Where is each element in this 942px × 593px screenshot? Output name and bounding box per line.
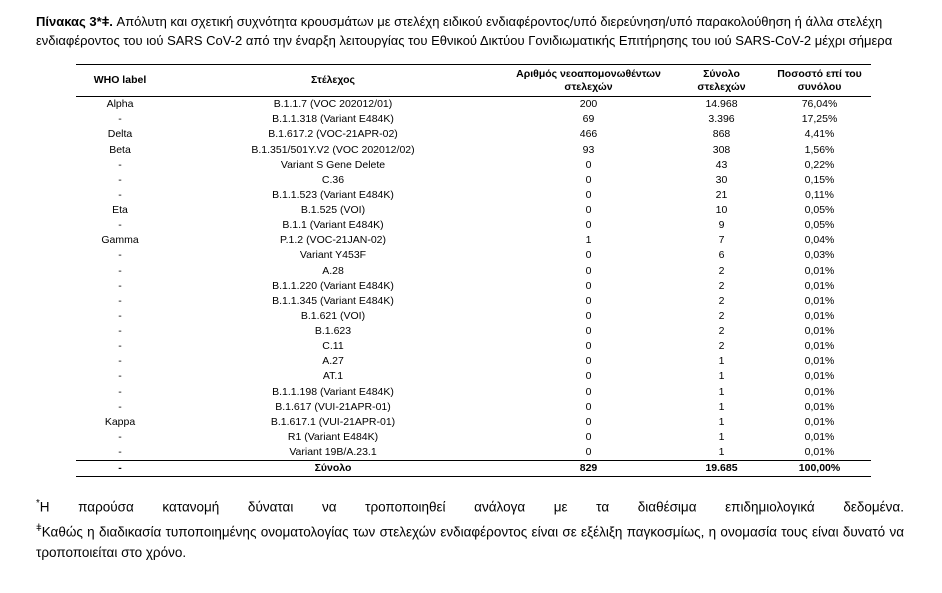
cell-strain: B.1.525 (VOI): [300, 204, 366, 217]
cell-percent: 17,25%: [801, 113, 838, 126]
footnote-2: [36, 518, 904, 564]
table-row: [76, 430, 871, 445]
cell-who: -: [118, 294, 122, 307]
footnotes: [36, 493, 904, 563]
header-percent: Ποσοστό επί του συνόλου: [768, 65, 871, 97]
cell-strain: B.1.623: [314, 325, 352, 338]
cell-new-isolates: 0: [585, 264, 592, 277]
cell-percent: 0,01%: [804, 340, 835, 353]
cell-total: 2: [718, 309, 725, 322]
header-new-isolates: Αριθμός νεοαπομονωθέντων στελεχών: [502, 65, 675, 97]
cell-strain: B.1.1.318 (Variant E484K): [272, 113, 394, 126]
table-row: [76, 127, 871, 142]
cell-new-isolates: 69: [582, 113, 595, 126]
cell-new-isolates: 0: [585, 279, 592, 292]
cell-strain: B.1.1.198 (Variant E484K): [272, 385, 394, 398]
variants-table-header: [76, 65, 871, 97]
cell-strain: R1 (Variant E484K): [287, 430, 379, 443]
cell-percent: 0,11%: [805, 188, 834, 201]
cell-who: -: [118, 309, 122, 322]
cell-percent: 0,01%: [804, 309, 835, 322]
cell-who: -: [118, 158, 122, 171]
cell-who: -: [118, 113, 122, 126]
cell-percent: 0,22%: [804, 158, 835, 171]
cell-new-isolates: 0: [585, 430, 592, 443]
variants-table: [76, 64, 871, 477]
table-row: [76, 400, 871, 415]
cell-who: -: [118, 188, 122, 201]
table-caption-number: Πίνακας 3*ǂ.: [36, 14, 113, 29]
table-row: [76, 233, 871, 248]
cell-who: -: [76, 461, 164, 477]
cell-percent: 4,41%: [804, 128, 835, 141]
cell-new-isolates: 1: [585, 234, 592, 247]
cell-percent: 0,01%: [804, 264, 835, 277]
cell-percent: 0,01%: [804, 355, 835, 368]
cell-who: -: [118, 340, 122, 353]
cell-strain: B.1.1 (Variant E484K): [282, 219, 384, 232]
cell-new-isolates: 0: [585, 188, 592, 201]
cell-new-isolates: 829: [502, 461, 675, 477]
table-row: [76, 158, 871, 173]
cell-new-isolates: 93: [582, 143, 595, 156]
cell-strain: B.1.617.1 (VUI-21APR-01): [270, 415, 396, 428]
cell-new-isolates: 0: [585, 219, 592, 232]
cell-total: 21: [715, 188, 728, 201]
cell-total: 1: [718, 385, 725, 398]
cell-who: Alpha: [106, 98, 134, 111]
table-row: [76, 354, 871, 369]
cell-total: 14.968: [705, 98, 738, 111]
table-body: [76, 97, 871, 477]
cell-new-isolates: 466: [579, 128, 598, 141]
cell-percent: 0,01%: [804, 385, 835, 398]
cell-strain: Variant S Gene Delete: [280, 158, 386, 171]
cell-strain: B.1.617.2 (VOC-21APR-02): [268, 128, 398, 141]
cell-new-isolates: 0: [585, 446, 592, 459]
cell-total: 2: [718, 340, 725, 353]
cell-percent: 0,01%: [804, 370, 835, 383]
header-strain: Στέλεχος: [164, 65, 502, 97]
footnote-2-text: Καθώς η διαδικασία τυποποιημένης ονοματολογίας των στελεχών ενδιαφέροντος είναι σε εξέλιξη παγκοσμίως, η ονομασία τους είναι δυνατό να τροποποιείται στο χρόνο.: [36, 524, 904, 561]
cell-total: 308: [712, 143, 731, 156]
table-row: [76, 248, 871, 263]
table-row: [76, 415, 871, 430]
cell-total: 2: [718, 279, 725, 292]
table-total-row: [76, 461, 871, 477]
cell-who: -: [118, 173, 122, 186]
cell-percent: 100,00%: [768, 461, 871, 477]
cell-new-isolates: 0: [585, 204, 592, 217]
table-row: [76, 369, 871, 384]
cell-strain: A.28: [322, 264, 344, 277]
cell-percent: 0,01%: [804, 279, 835, 292]
cell-strain: B.1.1.523 (Variant E484K): [272, 188, 394, 201]
cell-total: 1: [718, 370, 725, 383]
table-row: [76, 203, 871, 218]
cell-percent: 0,15%: [804, 173, 835, 186]
cell-new-isolates: 0: [585, 309, 592, 322]
cell-who: Beta: [109, 143, 131, 156]
table-row: [76, 218, 871, 233]
cell-strain: Σύνολο: [164, 461, 502, 477]
cell-strain: C.11: [322, 340, 344, 353]
cell-total: 2: [718, 264, 725, 277]
table-row: [76, 188, 871, 203]
cell-strain: B.1.617 (VUI-21APR-01): [275, 400, 391, 413]
cell-percent: 1,56%: [804, 143, 835, 156]
table-row: [76, 445, 871, 461]
cell-total: 19.685: [675, 461, 768, 477]
cell-who: Eta: [112, 204, 128, 217]
cell-who: Delta: [107, 128, 133, 141]
table-row: [76, 324, 871, 339]
cell-new-isolates: 0: [585, 340, 592, 353]
cell-new-isolates: 0: [585, 294, 592, 307]
table-row: [76, 173, 871, 188]
footnote-2-marker: ǂ: [36, 522, 42, 534]
cell-who: -: [118, 325, 122, 338]
table-row: [76, 339, 871, 354]
cell-new-isolates: 0: [585, 385, 592, 398]
cell-total: 7: [718, 234, 725, 247]
cell-total: 1: [718, 400, 725, 413]
cell-total: 1: [718, 446, 725, 459]
cell-strain: Variant Y453F: [299, 249, 367, 262]
table-header-row: [76, 65, 871, 97]
table-row: [76, 264, 871, 279]
cell-strain: P.1.2 (VOC-21JAN-02): [279, 234, 386, 247]
table-row: [76, 279, 871, 294]
cell-total: 2: [718, 294, 725, 307]
cell-total: 1: [718, 355, 725, 368]
cell-total: 3.396: [708, 113, 735, 126]
cell-total: 868: [712, 128, 731, 141]
table-row: [76, 385, 871, 400]
cell-strain: A.27: [322, 355, 344, 368]
cell-strain: AT.1: [322, 370, 344, 383]
cell-new-isolates: 0: [585, 158, 592, 171]
cell-who: -: [118, 279, 122, 292]
cell-who: -: [118, 385, 122, 398]
cell-percent: 0,01%: [804, 294, 835, 307]
cell-percent: 0,01%: [804, 400, 835, 413]
cell-who: Gamma: [101, 234, 139, 247]
cell-percent: 0,04%: [804, 234, 835, 247]
table-row: [76, 97, 871, 113]
footnote-1-text: Η παρούσα κατανομή δύναται να τροποποιηθεί ανάλογα με τα διαθέσιμα επιδημιολογικά δεδομένα.: [39, 499, 904, 515]
cell-total: 2: [718, 325, 725, 338]
cell-strain: B.1.1.345 (Variant E484K): [272, 294, 394, 307]
cell-percent: 0,01%: [804, 446, 835, 459]
table-row: [76, 294, 871, 309]
cell-percent: 76,04%: [801, 98, 838, 111]
cell-new-isolates: 0: [585, 355, 592, 368]
cell-who: -: [118, 249, 122, 262]
cell-total: 1: [718, 430, 725, 443]
cell-new-isolates: 0: [585, 173, 592, 186]
cell-strain: B.1.1.220 (Variant E484K): [272, 279, 394, 292]
cell-who: -: [118, 370, 122, 383]
table-row: [76, 309, 871, 324]
cell-total: 43: [715, 158, 728, 171]
cell-percent: 0,01%: [804, 430, 835, 443]
cell-percent: 0,05%: [804, 219, 835, 232]
table-caption: [36, 12, 906, 50]
cell-new-isolates: 0: [585, 249, 592, 262]
cell-percent: 0,01%: [804, 415, 835, 428]
table-caption-text: Απόλυτη και σχετική συχνότητα κρουσμάτων με στελέχη ειδικού ενδιαφέροντος/υπό διερεύνηση/υπό παρακολούθηση ή άλλα στελέχη ενδιαφέροντος του ιού SARS CoV-2 από την έναρξη λειτουργίας του Εθνικού Δικτύου Γονιδιωματικής Επιτήρησης του ιού SARS-CoV-2 μέχρι σήμερα: [36, 14, 893, 48]
cell-strain: B.1.621 (VOI): [300, 309, 366, 322]
cell-total: 6: [718, 249, 725, 262]
cell-who: -: [118, 219, 122, 232]
cell-percent: 0,03%: [804, 249, 835, 262]
cell-total: 1: [718, 415, 725, 428]
header-who-label: WHO label: [76, 65, 164, 97]
header-total-strains: Σύνολο στελεχών: [675, 65, 768, 97]
cell-percent: 0,05%: [804, 204, 835, 217]
footnote-1: [36, 493, 904, 518]
cell-strain: B.1.1.7 (VOC 202012/01): [273, 98, 393, 111]
cell-new-isolates: 0: [585, 415, 592, 428]
cell-who: -: [118, 400, 122, 413]
cell-percent: 0,01%: [804, 325, 835, 338]
cell-who: -: [118, 446, 122, 459]
footnote-1-marker: *: [36, 498, 40, 510]
cell-total: 9: [718, 219, 725, 232]
cell-who: Kappa: [104, 415, 136, 428]
table-row: [76, 112, 871, 127]
cell-new-isolates: 0: [585, 370, 592, 383]
cell-strain: B.1.351/501Y.V2 (VOC 202012/02): [251, 143, 415, 156]
cell-who: -: [118, 355, 122, 368]
cell-who: -: [118, 264, 122, 277]
cell-total: 10: [715, 204, 728, 217]
cell-new-isolates: 0: [585, 325, 592, 338]
cell-strain: Variant 19B/A.23.1: [289, 446, 377, 459]
cell-total: 30: [715, 173, 728, 186]
cell-new-isolates: 0: [585, 400, 592, 413]
table-row: [76, 143, 871, 158]
cell-new-isolates: 200: [579, 98, 598, 111]
cell-who: -: [118, 430, 122, 443]
cell-strain: C.36: [321, 173, 345, 186]
